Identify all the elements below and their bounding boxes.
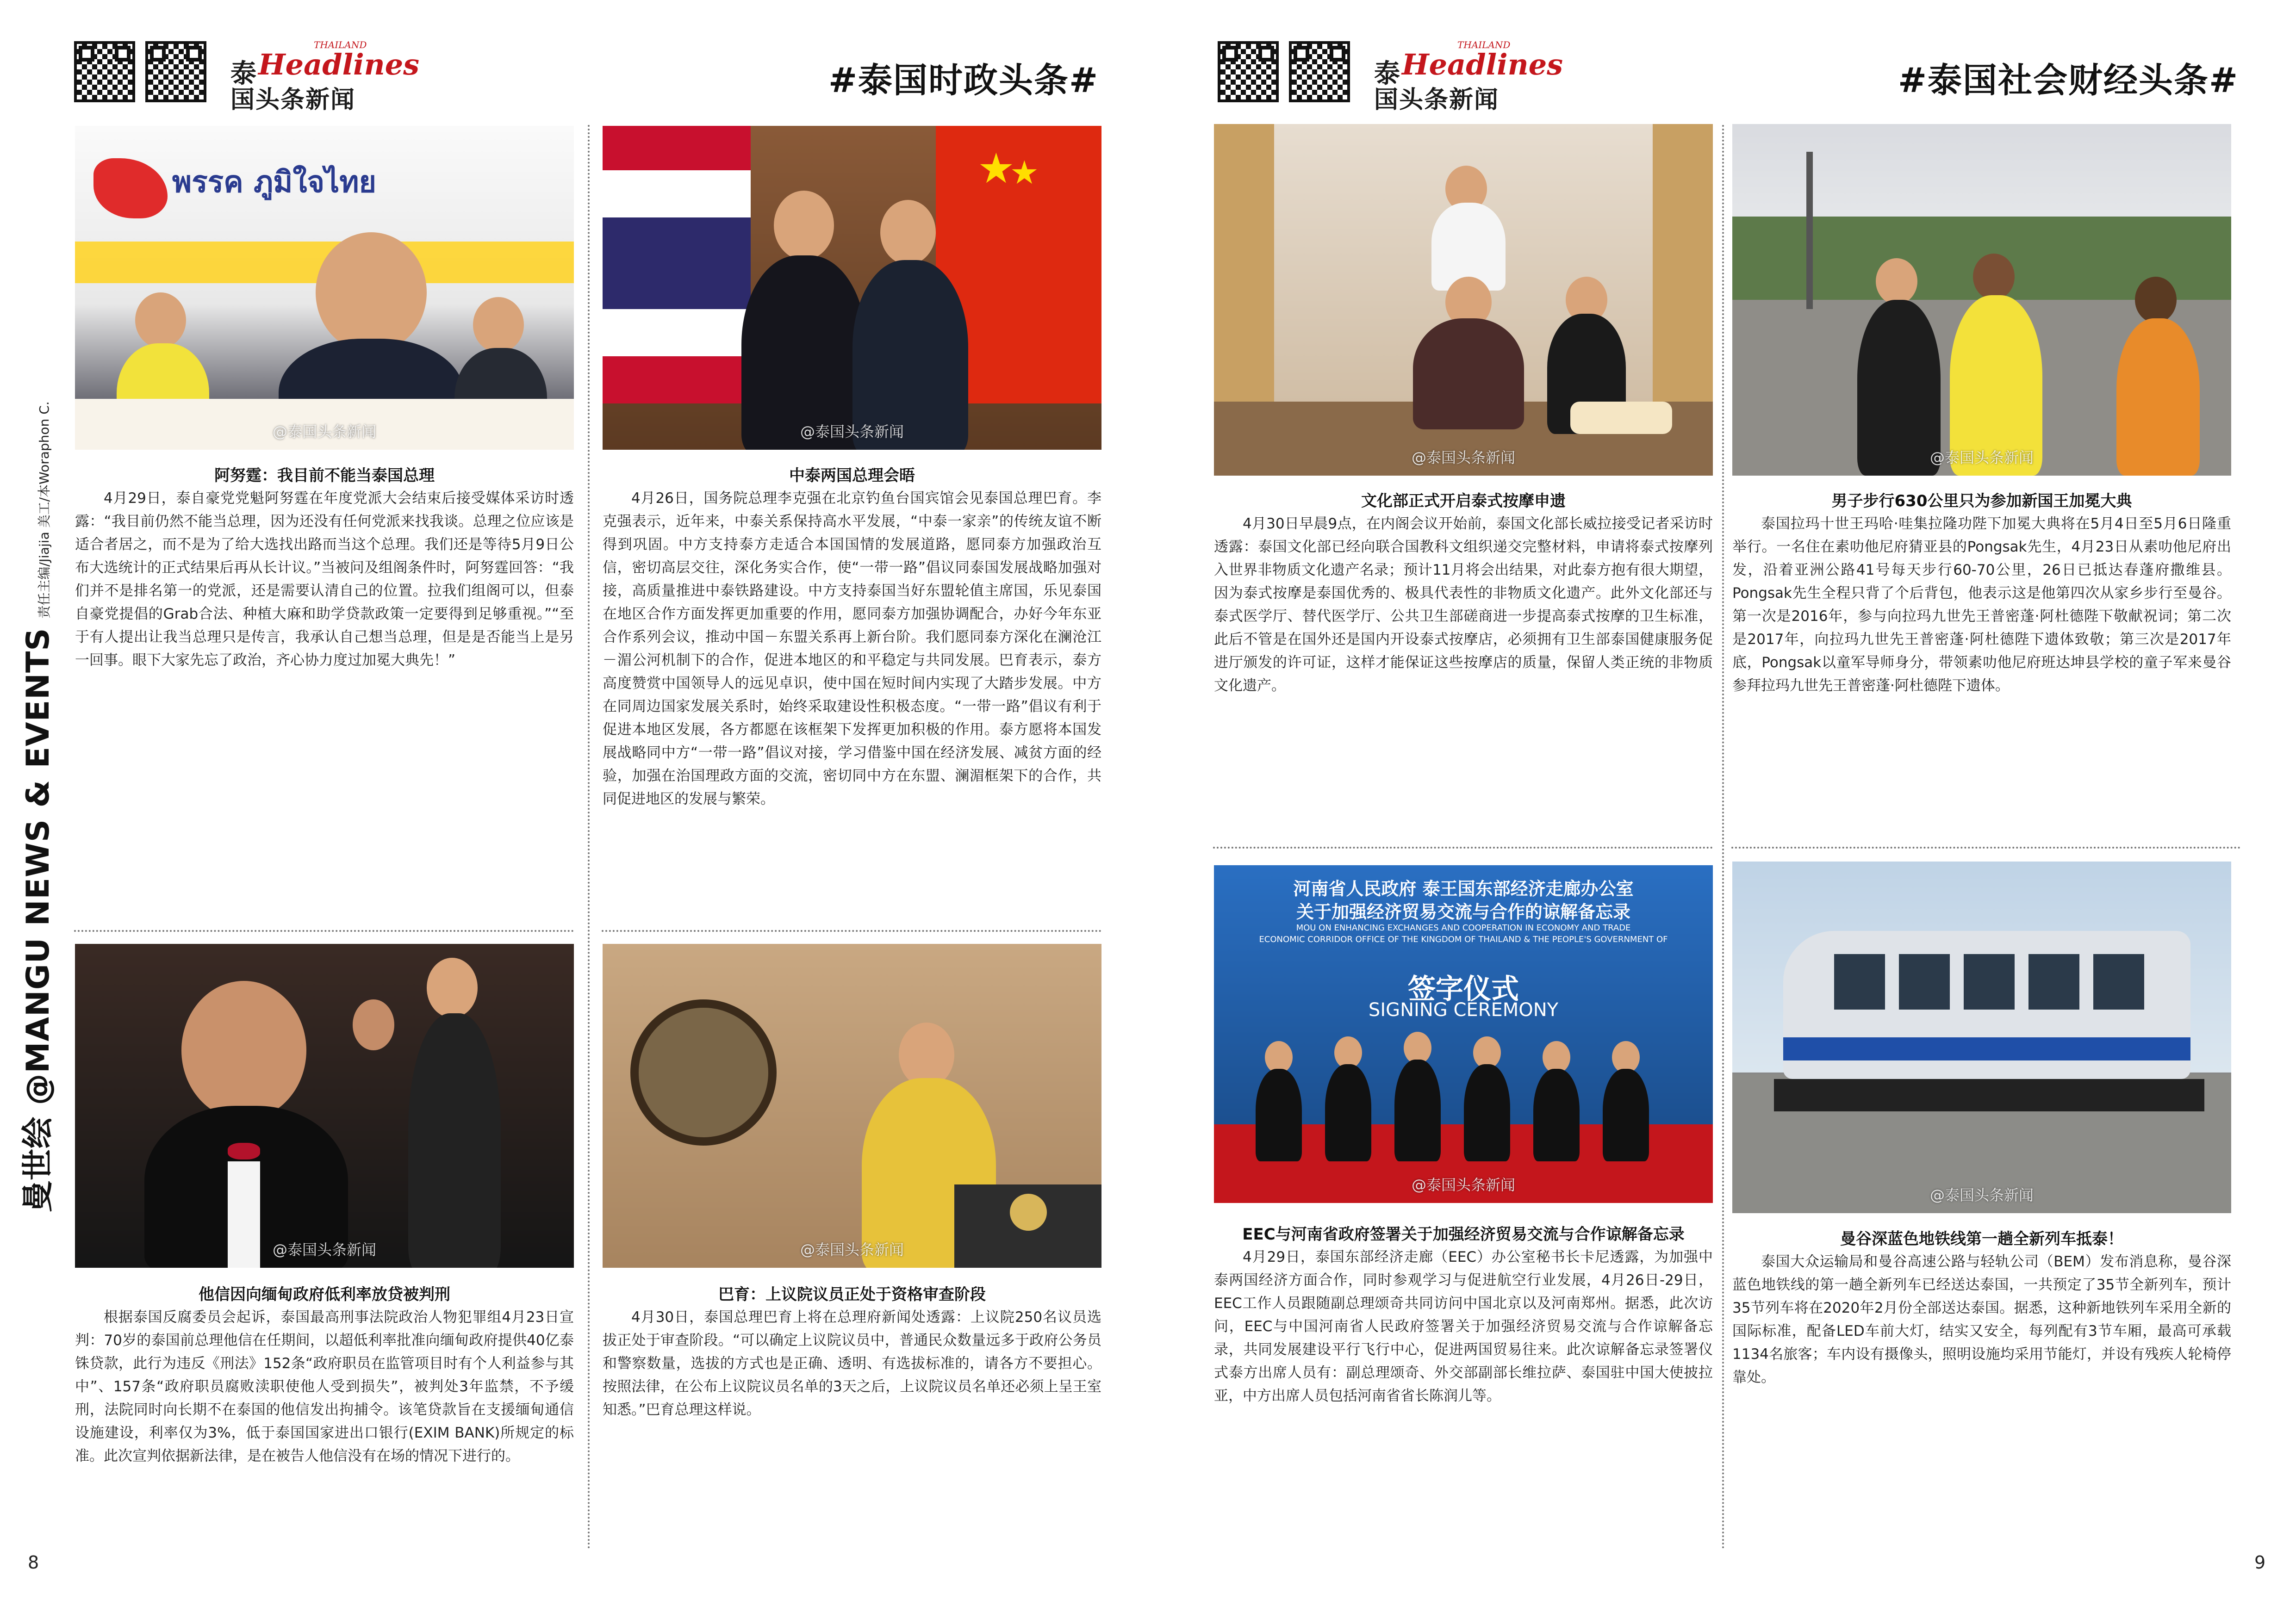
column-divider [588,125,590,1550]
qr-code-icon[interactable] [74,41,135,102]
brand-en: Headlines [258,48,420,81]
article-photo-walking-man [1732,124,2231,476]
article-body: 4月29日，泰国东部经济走廊（EEC）办公室秘书长卡尼透露，为加强中泰两国经济方面合作，同时参观学习与促进航空行业发展，4月26日-29日，EEC工作人员跟随副总理颂奇共同访问中国北京以及河南郑州。据悉，此次访问，EEC与中国河南省人民政府签署关于加强经济贸易交流与合作谅解备忘录，共同发展建设平行飞行中心，促进两国贸易往来。此次谅解备忘录签署仪式泰方出席人员有：副总理颂奇、外交部副部长维拉萨、泰国驻中国大使披拉亚，中方出席人员包括河南省省长陈润儿等。 [1214,1249,1713,1404]
brand-logo [1374,39,1563,114]
banner-en-line2: ECONOMIC CORRIDOR OFFICE OF THE KINGDOM OF THAILAND & THE PEOPLE'S GOVERNMENT OF [1259,935,1668,944]
article-body: 4月29日，泰自豪党党魁阿努霆在年度党派大会结束后接受媒体采访时透露：“我目前仍然不能当总理，因为还没有任何党派来找我谈。总理之位应该是适合者居之，而不是为了给大选找出路而当这个总理。我们还是等待5月9日公布大选统计的正式结果后再从长计议。”当被问及组阁条件时，阿努霆回答：“我们并不是排名第一的党派，还是需要认清自己的位置。拉我们组阁可以，但泰自豪党提倡的Grab合法、种植大麻和助学贷款政策一定要得到足够重视。”“至于有人提出让我当总理只是传言，我承认自己想当总理，但是是否能当上是另一回事。眼下大家先忘了政治，齐心协力度过加冕大典先！” [75,490,574,669]
row-divider [1731,847,2240,849]
article-headline: EEC与河南省政府签署关于加强经济贸易交流与合作谅解备忘录 [1242,1225,1685,1244]
photo-watermark: @泰国头条新闻 [1411,1176,1516,1194]
row-divider [74,930,574,932]
article-photo-signing-ceremony [1214,865,1713,1203]
sidebar-label [13,401,58,1212]
row-divider [602,930,1101,932]
brand-cn-rest: 国头条新闻 [230,86,356,114]
star-icon: ★ [977,144,1015,193]
article-headline: 曼谷深蓝色地铁线第一趟全新列车抵泰！ [1840,1230,2123,1248]
banner-title-line2: 关于加强经济贸易交流与合作的谅解备忘录 [1296,902,1630,922]
brand-cn-prefix: 泰 [1374,59,1400,89]
column-divider [1722,125,1724,1550]
photo-watermark: @泰国头条新闻 [800,1241,904,1259]
banner-signing-cn: 签字仪式 [1408,973,1519,1005]
page-number: 8 [28,1552,39,1573]
photo-watermark: @泰国头条新闻 [1929,449,2034,466]
page-number: 9 [2254,1552,2266,1573]
article-photo-premiers-meeting [603,126,1101,450]
brand-logo [230,39,420,114]
article-body: 4月26日，国务院总理李克强在北京钓鱼台国宾馆会见泰国总理巴育。李克强表示，近年来，中泰关系保持高水平发展，“中泰一家亲”的传统友谊不断得到巩固。中方支持泰方走适合本国国情的发展道路，愿同泰方加强政治互信，密切高层交往，深化务实合作，使“一带一路”倡议同泰国发展战略加强对接，高质量推进中泰铁路建设。中方支持泰国当好东盟轮值主席国，乐见泰国在地区合作方面发挥更加重要的作用，愿同泰方加强协调配合，办好今年东亚合作系列会议，推动中国－东盟关系再上新台阶。我们愿同泰方深化在澜沧江－湄公河机制下的合作，促进本地区的和平稳定与共同发展。巴育表示，泰方高度赞赏中国领导人的远见卓识，使中国在短时间内实现了大踏步发展。中方在同周边国家发展关系时，始终采取建设性积极态度。“一带一路”倡议有利于促进本地区发展，各方都愿在该框架下发挥更加积极的作用。泰方愿将本国发展战略同中方“一带一路”倡议对接，学习借鉴中国在经济发展、减贫方面的经验，加强在治国理政方面的交流，密切同中方在东盟、澜湄框架下的合作，共同促进地区的发展与繁荣。 [603,490,1101,807]
section-title: #泰国社会财经头条# [1898,61,2239,100]
photo-watermark: @泰国头条新闻 [800,423,904,440]
article-body: 泰国拉玛十世王玛哈·哇集拉隆功陛下加冕大典将在5月4日至5月6日隆重举行。一名住在素叻他尼府猜亚县的Pongsak先生，4月23日从素叻他尼府出发，沿着亚洲公路41号每天步行60-70公里，26日已抵达春蓬府撒维县。Pongsak先生全程只背了个后背包，他表示这是他第四次从家乡步行至曼谷。第一次是2016年，参与向拉玛九世先王普密蓬·阿杜德陛下敬献祝词；第二次是2017年，向拉玛九世先王普密蓬·阿杜德陛下遗体致敬；第三次是2017年底，Pongsak以童军导师身分，带领素叻他尼府班达坤县学校的童子军来曼谷参拜拉玛九世先王普密蓬·阿杜德陛下遗体。 [1732,515,2231,694]
article-headline: 他信因向缅甸政府低利率放贷被判刑 [199,1285,450,1304]
brand-th: THAILAND [1457,39,1511,50]
banner-en-line1: MOU ON ENHANCING EXCHANGES AND COOPERATION IN ECONOMY AND TRADE [1296,923,1631,933]
article-body: 4月30日早晨9点，在内阁会议开始前，泰国文化部长威拉接受记者采访时透露：泰国文化部已经向联合国教科文组织递交完整材料，申请将泰式按摩列入世界非物质文化遗产名录；预计11月将会出结果，对此泰方抱有很大期望，因为泰式按摩是泰国优秀的、极具代表性的非物质文化遗产。此外文化部还与泰式医学厅、替代医学厅、公共卫生部磋商进一步提高泰式按摩的卫生标准，此后不管是在国外还是国内开设泰式按摩店，必须拥有卫生部泰国健康服务促进厅颁发的许可证，这样才能保证这些按摩店的质量，保留人类正统的非物质文化遗产。 [1214,515,1713,694]
left-header [74,39,420,114]
right-header [1218,39,1563,114]
brand-cn-rest: 国头条新闻 [1374,86,1500,114]
photo-watermark: @泰国头条新闻 [272,1241,377,1259]
article-body: 根据泰国反腐委员会起诉，泰国最高刑事法院政治人物犯罪组4月23日宣判：70岁的泰国前总理他信在任期间，以超低利率批准向缅甸政府提供40亿泰铢贷款，此行为违反《刑法》152条“政府职员在监管项目时有个人利益参与其中”、157条“政府职员腐败渎职使他人受到损失”，被判处3年监禁，不予缓刑，法院同时向长期不在泰国的他信发出拘捕令。该笔贷款旨在支援缅甸通信设施建设，利率仅为3%，低于泰国国家进出口银行(EXIM BANK)所规定的标准。此次宣判依据新法律，是在被告人他信没有在场的情况下进行的。 [75,1309,574,1464]
section-title: #泰国时政头条# [828,61,1099,100]
qr-code-icon[interactable] [1289,41,1350,102]
article-headline: 巴育：上议院议员正处于资格审查阶段 [718,1285,986,1304]
star-icon: ★ [1010,154,1039,192]
article-headline: 文化部正式开启泰式按摩申遗 [1361,492,1566,510]
article-headline: 中泰两国总理会晤 [789,466,915,485]
banner-signing-en: SIGNING CEREMONY [1368,999,1559,1021]
qr-code-icon[interactable] [145,41,206,102]
article-photo-press-conference [75,126,574,450]
row-divider [1213,847,1713,849]
article-photo-prayut [603,944,1101,1268]
article-body: 泰国大众运输局和曼谷高速公路与轻轨公司（BEM）发布消息称，曼谷深蓝色地铁线的第一趟全新列车已经送达泰国，一共预定了35节全新列车，预计35节列车将在2020年2月份全部送达泰国。据悉，这种新地铁列车采用全新的国际标准，配备LED车前大灯，结实又安全，每列配有3节车厢，最高可承载1134名旅客；车内设有摄像头，照明设施均采用节能灯，并设有残疾人轮椅停靠处。 [1732,1253,2231,1386]
article-photo-thaksin [75,944,574,1268]
article-photo-thai-massage [1214,124,1713,476]
sidebar-credits: 责任主编/Jiajia 美工/本Woraphon C. [37,401,52,619]
sidebar-title: 曼世绘 @MANGU NEWS & EVENTS [20,627,56,1212]
article-headline: 男子步行630公里只为参加新国王加冕大典 [1831,492,2132,510]
party-banner-text: พรรค ภูมิใจไทย [172,165,377,199]
brand-en: Headlines [1402,48,1563,81]
brand-cn-prefix: 泰 [230,59,256,89]
right-page [1148,0,2296,1612]
qr-code-icon[interactable] [1218,41,1279,102]
brand-th: THAILAND [314,39,367,50]
article-body: 4月30日，泰国总理巴育上将在总理府新闻处透露：上议院250名议员选拔正处于审查阶段。“可以确定上议院议员中，普通民众数量远多于政府公务员和警察数量，选拔的方式也是正确、透明、有选拔标准的，请各方不要担心。按照法律，在公布上议院议员名单的3天之后，上议院议员名单还必须上呈王室知悉。”巴育总理这样说。 [603,1309,1101,1418]
photo-watermark: @泰国头条新闻 [1411,449,1516,466]
photo-watermark: @泰国头条新闻 [1929,1186,2034,1204]
article-headline: 阿努霆：我目前不能当泰国总理 [214,466,435,485]
banner-title-line1: 河南省人民政府 泰王国东部经济走廊办公室 [1293,879,1634,899]
photo-watermark: @泰国头条新闻 [272,423,377,440]
article-photo-metro-train [1732,862,2231,1213]
